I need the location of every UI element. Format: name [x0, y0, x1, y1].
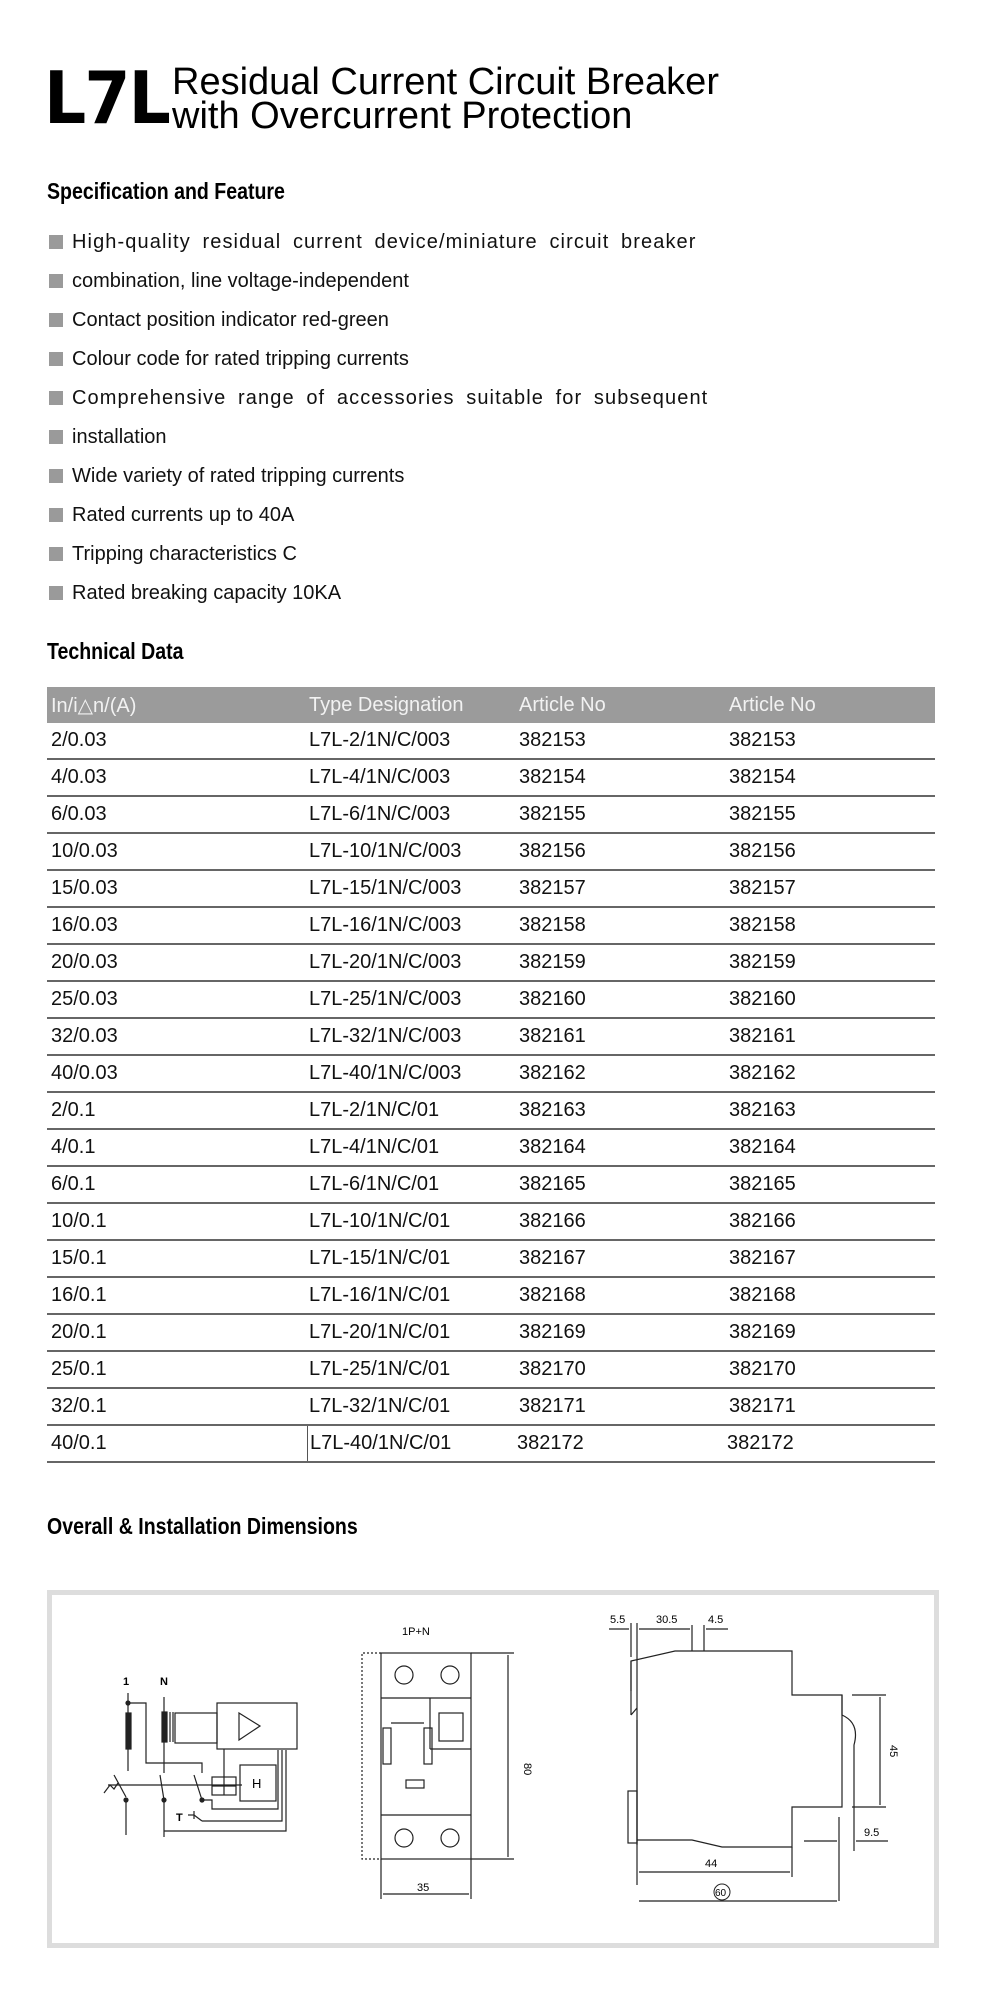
bullet-square-icon	[49, 274, 63, 288]
bullet-square-icon	[49, 547, 63, 561]
column-header-article: Article No	[519, 693, 606, 716]
cell-article-2: 382164	[729, 1136, 796, 1158]
spec-item: Rated currents up to 40A	[49, 503, 294, 527]
dimensions-figure	[47, 1590, 939, 1948]
cell-type: L7L-6/1N/C/01	[309, 1173, 440, 1195]
cell-type: L7L-4/1N/C/003	[309, 766, 451, 788]
cell-article: 382170	[519, 1358, 586, 1380]
dim-height: 80	[521, 1763, 533, 1776]
side-view	[609, 1623, 888, 1901]
cell-type: L7L-10/1N/C/01	[309, 1210, 451, 1232]
bullet-square-icon	[49, 586, 63, 600]
cell-article: 382166	[519, 1210, 586, 1232]
cell-type: L7L-25/1N/C/003	[309, 988, 462, 1010]
cell-article-2: 382170	[729, 1358, 796, 1380]
cell-article: 382167	[519, 1247, 586, 1269]
cell-current: 6/0.1	[51, 1173, 96, 1195]
cell-article-2: 382158	[729, 914, 796, 936]
table-row	[47, 1315, 935, 1352]
cell-article: 382171	[519, 1395, 586, 1417]
table-row	[47, 871, 935, 908]
spec-item: installation	[49, 425, 167, 449]
cell-current: 6/0.03	[51, 803, 107, 825]
cell-article: 382172	[517, 1432, 584, 1454]
table-row	[47, 834, 935, 871]
bullet-square-icon	[49, 352, 63, 366]
table-row	[47, 1130, 935, 1167]
column-header-type: Type Designation	[309, 693, 464, 716]
cell-article-2: 382157	[729, 877, 796, 899]
product-logo: L7L	[44, 56, 169, 140]
cell-type: L7L-4/1N/C/01	[309, 1136, 440, 1158]
table-header	[47, 687, 935, 723]
cell-article-2: 382172	[727, 1432, 794, 1454]
cell-type: L7L-40/1N/C/003	[309, 1062, 462, 1084]
spec-heading: Specification and Feature	[47, 178, 285, 204]
cell-current: 10/0.03	[51, 840, 118, 862]
cell-current: 32/0.1	[51, 1395, 107, 1417]
spec-item: High-quality residual current device/miniature circuit breaker	[49, 230, 697, 254]
spec-item: Comprehensive range of accessories suitable for subsequent	[49, 386, 708, 410]
bullet-square-icon	[49, 235, 63, 249]
cell-type: L7L-16/1N/C/003	[309, 914, 462, 936]
cell-current: 20/0.1	[51, 1321, 107, 1343]
label-poles: 1P+N	[402, 1626, 430, 1638]
cell-current: 2/0.03	[51, 729, 107, 751]
cell-article-2: 382165	[729, 1173, 796, 1195]
cell-article-2: 382153	[729, 729, 796, 751]
cell-type: L7L-6/1N/C/003	[309, 803, 451, 825]
table-row	[47, 797, 935, 834]
cell-article: 382157	[519, 877, 586, 899]
dim-width: 35	[417, 1882, 430, 1894]
table-row	[47, 760, 935, 797]
cell-current: 32/0.03	[51, 1025, 118, 1047]
table-row	[47, 1167, 935, 1204]
cell-current: 25/0.03	[51, 988, 118, 1010]
label-relay: H	[252, 1776, 262, 1791]
dimension-drawings	[52, 1595, 934, 1943]
cell-current: 40/0.1	[51, 1432, 107, 1454]
cell-article-2: 382162	[729, 1062, 796, 1084]
cell-current: 20/0.03	[51, 951, 118, 973]
cell-current: 2/0.1	[51, 1099, 96, 1121]
cell-article: 382165	[519, 1173, 586, 1195]
cell-type: L7L-15/1N/C/003	[309, 877, 462, 899]
cell-current: 16/0.03	[51, 914, 118, 936]
cell-article: 382153	[519, 729, 586, 751]
cell-article: 382163	[519, 1099, 586, 1121]
cell-type: L7L-32/1N/C/01	[309, 1395, 451, 1417]
table-row	[47, 1278, 935, 1315]
table-row	[47, 1352, 935, 1389]
cell-article: 382156	[519, 840, 586, 862]
cell-current: 10/0.1	[51, 1210, 107, 1232]
dim-4-5: 4.5	[708, 1614, 724, 1626]
cell-article-2: 382171	[729, 1395, 796, 1417]
label-phase: 1	[123, 1676, 130, 1688]
bullet-square-icon	[49, 469, 63, 483]
cell-article: 382155	[519, 803, 586, 825]
technical-heading: Technical Data	[47, 638, 184, 664]
cell-article-2: 382154	[729, 766, 796, 788]
cell-type: L7L-25/1N/C/01	[309, 1358, 451, 1380]
bullet-square-icon	[49, 430, 63, 444]
cell-type: L7L-16/1N/C/01	[309, 1284, 451, 1306]
table-row	[47, 1056, 935, 1093]
cell-current: 16/0.1	[51, 1284, 107, 1306]
cell-article-2: 382161	[729, 1025, 796, 1047]
cell-current: 15/0.1	[51, 1247, 107, 1269]
bullet-square-icon	[49, 508, 63, 522]
cell-article-2: 382163	[729, 1099, 796, 1121]
front-view	[362, 1653, 514, 1899]
table-row	[47, 1241, 935, 1278]
cell-type: L7L-20/1N/C/003	[309, 951, 462, 973]
table-row	[47, 1204, 935, 1241]
column-header-article-2: Article No	[729, 693, 816, 716]
label-neutral: N	[160, 1676, 168, 1688]
cell-current: 15/0.03	[51, 877, 118, 899]
dim-60: 60	[715, 1888, 727, 1899]
cell-type: L7L-32/1N/C/003	[309, 1025, 462, 1047]
spec-item: Contact position indicator red-green	[49, 308, 389, 332]
cell-article-2: 382167	[729, 1247, 796, 1269]
spec-item: Wide variety of rated tripping currents	[49, 464, 404, 488]
cell-article-2: 382166	[729, 1210, 796, 1232]
cell-article-2: 382159	[729, 951, 796, 973]
cell-article-2: 382169	[729, 1321, 796, 1343]
column-header-current: In/i△n/(A)	[51, 694, 137, 717]
table-row	[47, 1019, 935, 1056]
table-row	[47, 1093, 935, 1130]
table-row	[47, 945, 935, 982]
dim-30-5: 30.5	[656, 1614, 678, 1626]
table-row	[47, 1389, 935, 1426]
dim-44: 44	[705, 1858, 718, 1870]
label-test: T	[176, 1812, 183, 1824]
spec-item: Tripping characteristics C	[49, 542, 297, 566]
table-row	[47, 723, 935, 760]
dimensions-heading: Overall & Installation Dimensions	[47, 1513, 358, 1539]
cell-current: 25/0.1	[51, 1358, 107, 1380]
cell-article: 382159	[519, 951, 586, 973]
cell-type: L7L-20/1N/C/01	[309, 1321, 451, 1343]
bullet-square-icon	[49, 391, 63, 405]
cell-article: 382160	[519, 988, 586, 1010]
cell-type: L7L-2/1N/C/01	[309, 1099, 440, 1121]
page-title-line1: Residual Current Circuit Breaker	[172, 61, 719, 103]
cell-type: L7L-15/1N/C/01	[309, 1247, 451, 1269]
cell-type: L7L-40/1N/C/01	[307, 1426, 517, 1461]
bullet-square-icon	[49, 313, 63, 327]
spec-item: combination, line voltage-independent	[49, 269, 409, 293]
wiring-schematic	[104, 1693, 297, 1837]
cell-article-2: 382155	[729, 803, 796, 825]
cell-article: 382168	[519, 1284, 586, 1306]
page-title-line2: with Overcurrent Protection	[172, 95, 633, 137]
table-row	[47, 1426, 935, 1463]
dim-9-5: 9.5	[864, 1827, 880, 1839]
cell-article: 382162	[519, 1062, 586, 1084]
dim-5-5: 5.5	[610, 1614, 626, 1626]
cell-article: 382154	[519, 766, 586, 788]
dim-45: 45	[887, 1745, 899, 1758]
cell-current: 4/0.1	[51, 1136, 96, 1158]
cell-type: L7L-2/1N/C/003	[309, 729, 451, 751]
spec-item: Colour code for rated tripping currents	[49, 347, 409, 371]
cell-current: 40/0.03	[51, 1062, 118, 1084]
cell-article-2: 382156	[729, 840, 796, 862]
table-body	[47, 723, 935, 1463]
technical-table	[47, 687, 935, 1463]
cell-article: 382158	[519, 914, 586, 936]
table-row	[47, 982, 935, 1019]
cell-article-2: 382168	[729, 1284, 796, 1306]
cell-article: 382164	[519, 1136, 586, 1158]
cell-article: 382169	[519, 1321, 586, 1343]
cell-current: 4/0.03	[51, 766, 107, 788]
table-row	[47, 908, 935, 945]
cell-article: 382161	[519, 1025, 586, 1047]
cell-article-2: 382160	[729, 988, 796, 1010]
cell-type: L7L-10/1N/C/003	[309, 840, 462, 862]
spec-item: Rated breaking capacity 10KA	[49, 581, 341, 605]
